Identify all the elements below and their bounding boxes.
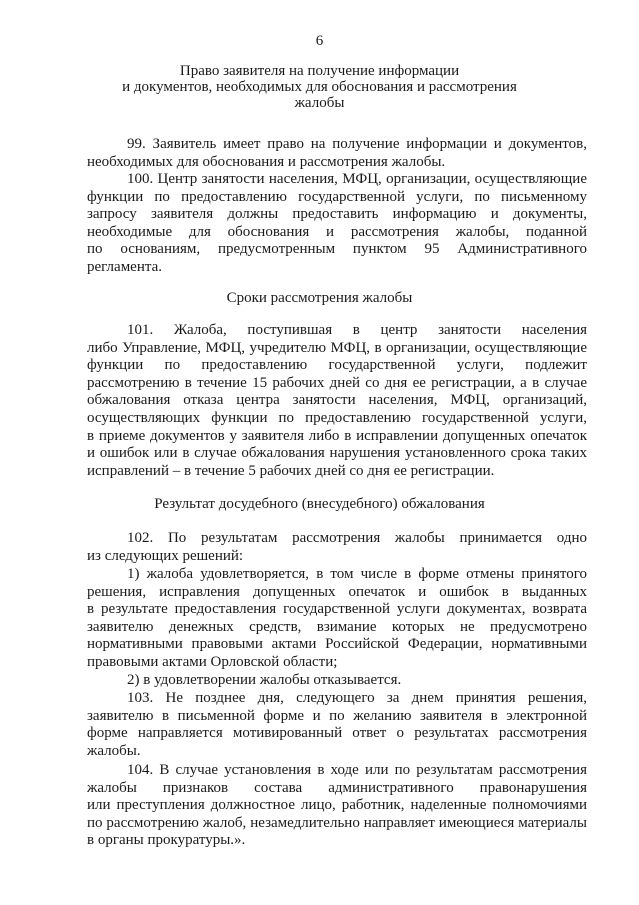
text-line: и ошибок или в случае обжалования нарушения установленного срока таких (87, 445, 587, 462)
heading-line: и документов, необходимых для обоснования и рассмотрения (122, 79, 517, 95)
text-line: исправлений – в течение 5 рабочих дней со дня ее регистрации. (87, 462, 495, 479)
heading-line: жалобы (294, 95, 345, 111)
heading-line: Результат досудебного (внесудебного) обжалования (154, 496, 485, 512)
paragraph-102 (87, 530, 587, 565)
paragraph-99 (87, 136, 587, 171)
text-line: форме направляется мотивированный ответ о результатах рассмотрения (87, 725, 587, 742)
text-line: в органы прокуратуры.». (87, 832, 246, 849)
text-line: функции по предоставлению государственной услуги, подлежит (87, 357, 587, 374)
text-line: 99. Заявитель имеет право на получение информации и документов, (127, 136, 587, 152)
text-line: заявителю денежных средств, взимание которых не предусмотрено (87, 618, 587, 635)
paragraph-101 (87, 322, 587, 480)
text-line: 102. По результатам рассмотрения жалобы принимается одно (127, 530, 587, 546)
section-heading-applicant-rights (0, 63, 639, 111)
text-line: из следующих решений: (87, 547, 244, 564)
paragraph-103 (87, 690, 587, 760)
decision-item-2 (87, 672, 587, 690)
heading-line: Сроки рассмотрения жалобы (226, 290, 413, 306)
heading-line: Право заявителя на получение информации (179, 63, 460, 79)
text-line: обжалования отказа центра занятости населения, МФЦ, организаций, (87, 392, 587, 409)
text-line: решения, исправления допущенных опечаток и ошибок в выданных (87, 583, 587, 600)
section-heading-appeal-result (0, 496, 639, 512)
decision-item-1 (87, 566, 587, 672)
text-line: 101. Жалоба, поступившая в центр занятости населения (127, 322, 587, 338)
text-line: или преступления должностное лицо, работник, наделенные полномочиями (87, 797, 587, 814)
text-line: необходимых для обоснования и рассмотрения жалобы. (87, 153, 446, 170)
text-line: 100. Центр занятости населения, МФЦ, организации, осуществляющие (127, 171, 587, 187)
paragraph-100 (87, 171, 587, 277)
text-line: жалобы. (87, 742, 141, 759)
text-line: 2) в удовлетворении жалобы отказывается. (127, 672, 402, 688)
text-line: либо Управление, МФЦ, учредителю МФЦ, в организации, осуществляющие (87, 339, 587, 356)
text-line: по основаниям, предусмотренным пунктом 95 Административного (87, 241, 587, 258)
text-line: жалобы признаков состава административного правонарушения (87, 779, 587, 796)
page-number: 6 (315, 33, 324, 49)
text-line: 104. В случае установления в ходе или по результатам рассмотрения (127, 762, 587, 778)
text-line: в приеме документов у заявителя либо в исправлении допущенных опечаток (87, 427, 587, 444)
text-line: 103. Не позднее дня, следующего за днем принятия решения, (127, 690, 587, 706)
paragraph-104 (87, 762, 587, 850)
text-line: правовыми актами Орловской области; (87, 653, 338, 670)
text-line: осуществляющих функции по предоставлению государственной услуги, (87, 409, 587, 426)
text-line: 1) жалоба удовлетворяется, в том числе в форме отмены принятого (127, 566, 587, 582)
text-line: нормативными правовыми актами Российской Федерации, нормативными (87, 636, 587, 653)
text-line: функции по предоставлению государственной услуги, по письменному (87, 188, 587, 205)
text-line: рассмотрению в течение 15 рабочих дней со дня ее регистрации, а в случае (87, 374, 587, 391)
section-heading-complaint-terms (0, 290, 639, 306)
text-line: в результате предоставления государственной услуги документах, возврата (87, 601, 587, 618)
text-line: регламента. (87, 258, 163, 275)
text-line: запросу заявителя должны предоставить информацию и документы, (87, 206, 587, 223)
text-line: заявителю в письменной форме и по желанию заявителя в электронной (87, 707, 587, 724)
text-line: по рассмотрению жалоб, незамедлительно направляет имеющиеся материалы (87, 814, 587, 831)
text-line: необходимые для обоснования и рассмотрения жалобы, поданной (87, 223, 587, 240)
